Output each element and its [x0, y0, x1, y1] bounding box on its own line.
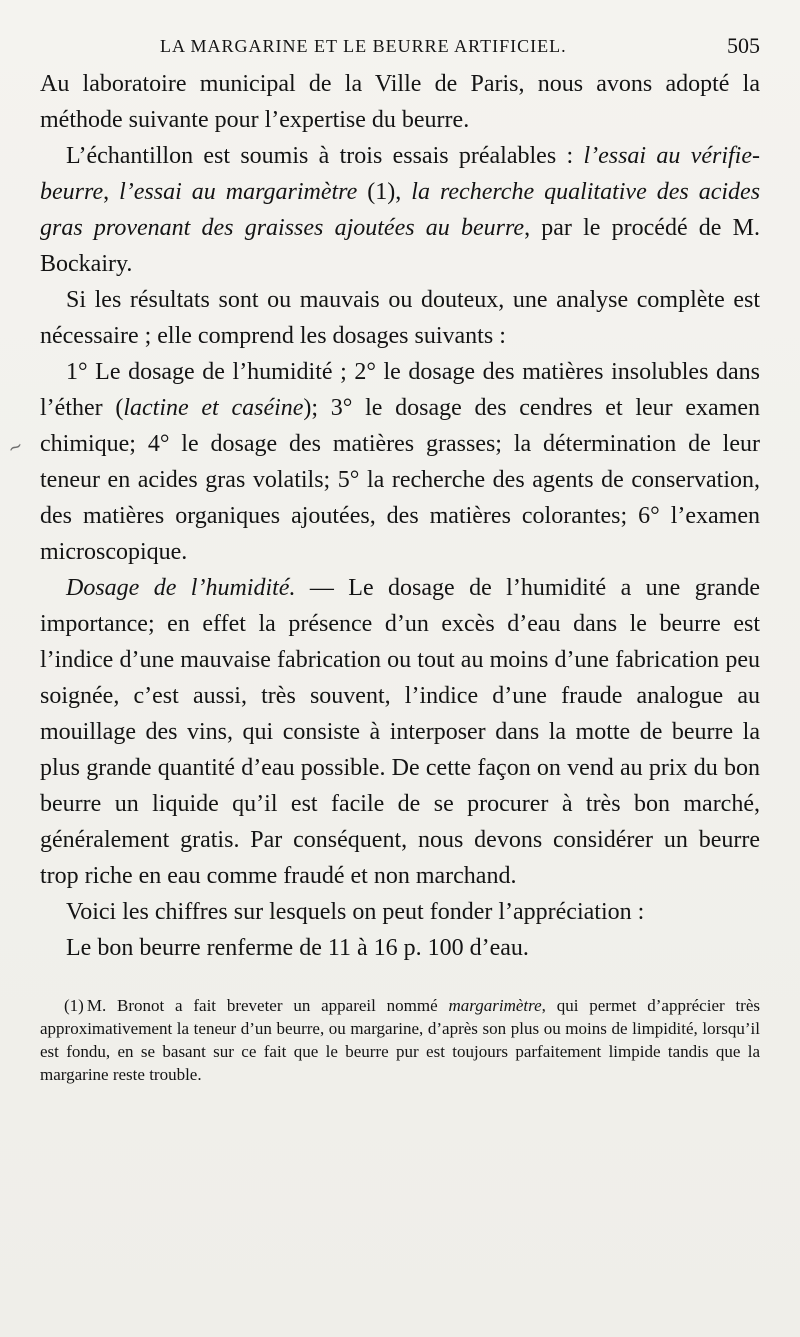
paragraph-2-italic-1: l’essai au vérifie-beurre	[40, 143, 760, 205]
paragraph-6-text: Voici les chiffres sur lesquels on peut fonder l’appréciation :	[66, 899, 645, 925]
running-head: LA MARGARINE ET LE BEURRE ARTIFICIEL.	[160, 36, 567, 56]
paragraph-3-text: Si les résultats sont ou mauvais ou douteux, une analyse complète est nécessaire ; elle comprend les dosages suivants :	[40, 287, 760, 349]
page-number: 505	[727, 33, 760, 58]
paragraph-1-text: Au laboratoire municipal de la Ville de Paris, nous avons adopté la méthode suivante pour l’expertise du beurre.	[40, 71, 760, 133]
paragraph-5-heading: Dosage de l’humidité.	[66, 575, 296, 601]
paragraph-2-part-c: (1),	[357, 179, 412, 205]
footnote-italic-1: margarimètre	[448, 996, 542, 1015]
footnote-mark: (1)	[64, 996, 84, 1015]
footnote-section	[40, 984, 760, 1086]
paragraph-1	[40, 66, 760, 138]
paragraph-2-part-d: , par le procédé de M. Bockairy.	[40, 215, 760, 277]
paragraph-4-italic-1: lactine et caséine	[123, 395, 304, 421]
paragraph-7	[40, 930, 760, 966]
paragraph-2-italic-2: l’essai au margarimètre	[119, 179, 358, 205]
main-text	[40, 66, 760, 966]
paragraph-4-part-a: 1° Le dosage de l’humidité ; 2° le dosage des matières insolubles dans l’éther (	[40, 359, 760, 421]
paragraph-3	[40, 282, 760, 354]
page-header	[40, 30, 760, 66]
footnote-part-b: , qui permet d’apprécier très approximativement la teneur d’un beurre, ou margarine, d’après son plus ou moins de limpidité, lorsqu’il est fondu, en se basant sur ce fait que le beurre pur est toujours parfaitement limpide tandis que la margarine reste trouble.	[40, 996, 760, 1084]
footnote-part-a: M. Bronot a fait breveter un appareil nommé	[86, 996, 449, 1015]
footnote	[40, 994, 760, 1086]
paragraph-5	[40, 570, 760, 894]
margin-mark-icon: ~	[4, 434, 27, 461]
paragraph-5-text: — Le dosage de l’humidité a une grande importance; en effet la présence d’un excès d’eau dans le beurre est l’indice d’une mauvaise fabrication ou tout au moins d’une fabrication peu soignée, c’est aussi, très souvent, l’indice d’une fraude analogue au mouillage des vins, qui consiste à interposer dans la motte de beurre la plus grande quantité d’eau possible. De cette façon on vend au prix du bon beurre un liquide qu’il est facile de se procurer à très bon marché, généralement gratis. Par conséquent, nous devons considérer un beurre trop riche en eau comme fraudé et non marchand.	[40, 575, 761, 889]
paragraph-2-part-b: ,	[103, 179, 120, 205]
paragraph-4-part-b: ); 3° le dosage des cendres et leur examen chimique; 4° le dosage des matières grasses; la détermination de leur teneur en acides gras volatils; 5° la recherche des agents de conservation, des matières organiques ajoutées, des matières colorantes; 6° l’examen microscopique.	[40, 395, 761, 565]
paragraph-6	[40, 894, 760, 930]
paragraph-2-italic-3: la recherche qualitative des acides gras provenant des graisses ajoutées au beurre	[40, 179, 761, 241]
paragraph-4	[40, 354, 760, 570]
paragraph-2	[40, 138, 760, 282]
paragraph-2-part-a: L’échantillon est soumis à trois essais préalables :	[66, 143, 584, 169]
paragraph-7-text: Le bon beurre renferme de 11 à 16 p. 100 d’eau.	[66, 935, 529, 961]
